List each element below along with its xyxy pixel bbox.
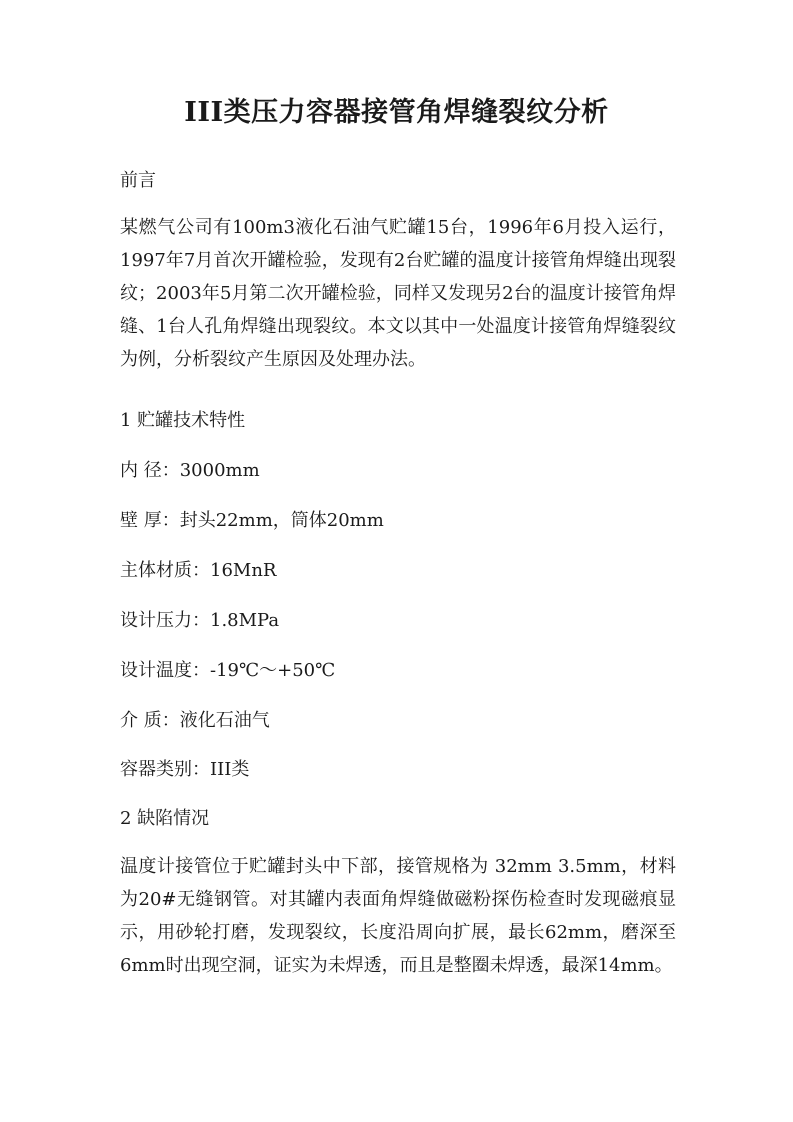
section2-heading: 2 缺陷情况: [120, 808, 210, 829]
section2-paragraph: 温度计接管位于贮罐封头中下部，接管规格为 32mm 3.5mm，材料为20#无缝钢管。对其罐内表面角焊缝做磁粉探伤检查时发现磁痕显示，用砂轮打磨，发现裂纹，长度沿周向扩展，最长62mm，磨深至6mm时出现空洞，证实为未焊透，而且是整圈未焊透，最深14mm。: [120, 856, 676, 976]
section1-heading: 1 贮罐技术特性: [120, 410, 246, 431]
spec-design-pressure: 设计压力：1.8MPa: [120, 610, 280, 631]
preface-paragraph: 某燃气公司有100m3液化石油气贮罐15台，1996年6月投入运行，1997年7月首次开罐检验，发现有2台贮罐的温度计接管角焊缝出现裂纹；2003年5月第二次开罐检验，同样又发现另2台的温度计接管角焊缝、1台人孔角焊缝出现裂纹。本文以其中一处温度计接管角焊缝裂纹为例，分析裂纹产生原因及处理办法。: [120, 217, 676, 370]
spec-material: 主体材质：16MnR: [120, 560, 277, 581]
spec-medium: 介 质：液化石油气: [120, 710, 270, 731]
spec-inner-diameter: 内 径：3000mm: [120, 460, 260, 481]
spec-design-temperature: 设计温度：-19℃～+50℃: [120, 660, 336, 681]
document-title: III类压力容器接管角焊缝裂纹分析: [184, 97, 609, 128]
preface-heading: 前言: [120, 170, 156, 191]
spec-vessel-category: 容器类别：III类: [120, 759, 250, 780]
spec-wall-thickness: 壁 厚：封头22mm，筒体20mm: [120, 510, 384, 531]
